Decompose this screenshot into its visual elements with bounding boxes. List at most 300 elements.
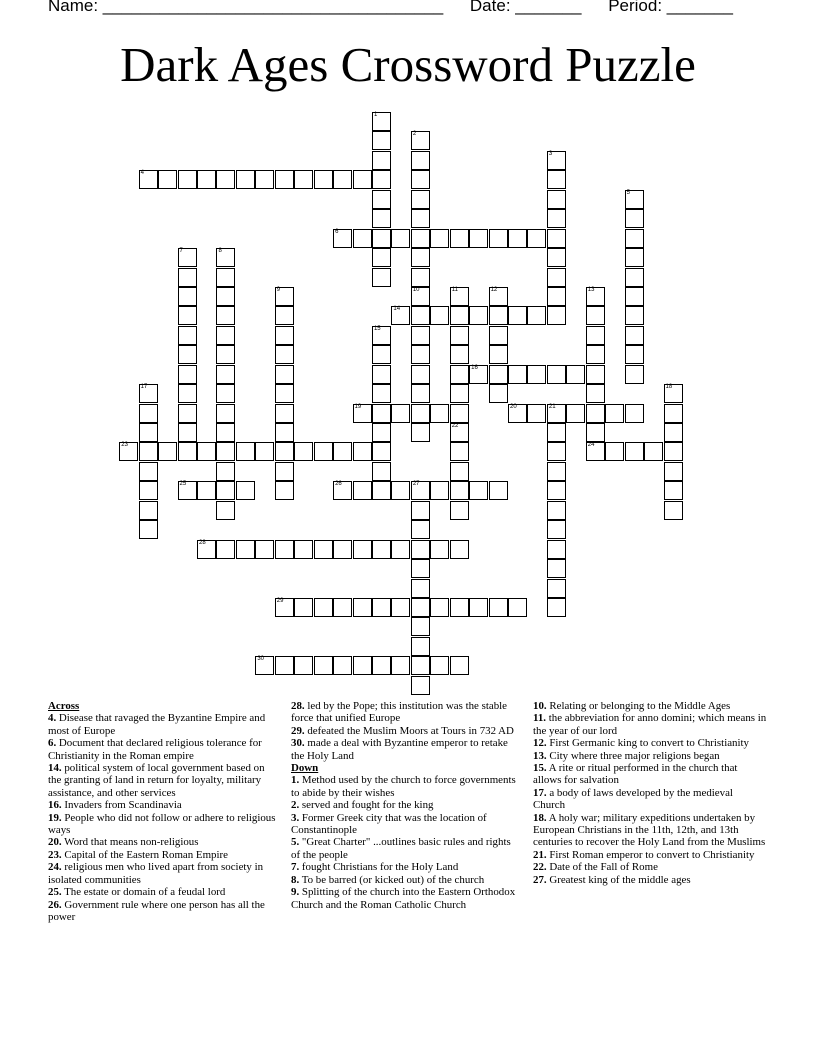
grid-cell[interactable] [372,656,391,675]
grid-cell[interactable] [469,306,488,325]
grid-cell[interactable] [178,384,197,403]
grid-cell[interactable] [411,326,430,345]
grid-cell[interactable] [411,170,430,189]
grid-cell[interactable] [391,306,410,325]
grid-cell[interactable] [508,404,527,423]
grid-cell[interactable] [353,229,372,248]
grid-cell[interactable] [450,326,469,345]
grid-cell[interactable] [508,229,527,248]
grid-cell[interactable] [547,229,566,248]
grid-cell[interactable] [469,229,488,248]
clue-text: "Great Charter" ...outlines basic rules and rights of the people [291,836,511,861]
clue-number: 13 [587,286,595,293]
grid-cell[interactable] [411,131,430,150]
grid-cell[interactable] [255,540,274,559]
grid-cell[interactable] [353,442,372,461]
clue-number: 21 [548,403,556,410]
grid-cell[interactable] [391,540,410,559]
clue-text: a body of laws developed by the medieval Church [533,786,733,812]
clue-num: 26. [48,898,62,911]
grid-cell[interactable] [216,170,235,189]
grid-cell[interactable] [372,190,391,209]
grid-cell[interactable] [469,481,488,500]
grid-cell[interactable] [625,442,644,461]
grid-cell[interactable] [275,442,294,461]
grid-cell[interactable] [216,481,235,500]
grid-cell[interactable] [411,637,430,656]
grid-cell[interactable] [489,326,508,345]
grid-cell[interactable] [372,442,391,461]
grid-cell[interactable] [216,501,235,520]
grid-cell[interactable] [216,404,235,423]
grid-cell[interactable] [314,442,333,461]
grid-cell[interactable] [664,462,683,481]
grid-cell[interactable] [625,229,644,248]
clue-number: 9 [276,286,281,293]
grid-cell[interactable] [586,384,605,403]
clue-text: Greatest king of the middle ages [549,873,691,886]
grid-cell[interactable] [411,190,430,209]
grid-cell[interactable] [353,170,372,189]
down-clue [291,874,519,886]
grid-cell[interactable] [139,462,158,481]
grid-cell[interactable] [216,365,235,384]
down-clue [291,861,519,873]
grid-cell[interactable] [294,170,313,189]
grid-cell[interactable] [372,384,391,403]
across-clue [291,737,519,762]
period-field[interactable]: Period: _______ [608,0,733,15]
grid-cell[interactable] [353,540,372,559]
grid-cell[interactable] [625,326,644,345]
grid-cell[interactable] [372,209,391,228]
grid-cell[interactable] [566,365,585,384]
grid-cell[interactable] [255,656,274,675]
grid-cell[interactable] [508,306,527,325]
grid-cell[interactable] [236,481,255,500]
grid-cell[interactable] [547,190,566,209]
grid-cell[interactable] [372,131,391,150]
grid-cell[interactable] [372,481,391,500]
grid-cell[interactable] [527,229,546,248]
grid-cell[interactable] [275,656,294,675]
grid-cell[interactable] [314,170,333,189]
clue-num: 21. [533,848,547,861]
grid-cell[interactable] [489,287,508,306]
grid-cell[interactable] [139,384,158,403]
grid-cell[interactable] [294,656,313,675]
grid-cell[interactable] [547,248,566,267]
grid-cell[interactable] [664,481,683,500]
grid-cell[interactable] [430,229,449,248]
grid-cell[interactable] [450,306,469,325]
grid-cell[interactable] [450,442,469,461]
grid-cell[interactable] [664,442,683,461]
grid-cell[interactable] [139,423,158,442]
grid-cell[interactable] [216,462,235,481]
across-clue [48,861,280,886]
grid-cell[interactable] [411,268,430,287]
grid-cell[interactable] [372,423,391,442]
grid-cell[interactable] [372,540,391,559]
grid-cell[interactable] [216,345,235,364]
grid-cell[interactable] [430,306,449,325]
grid-cell[interactable] [314,656,333,675]
grid-cell[interactable] [586,404,605,423]
clue-num: 19. [48,811,62,824]
grid-cell[interactable] [411,287,430,306]
grid-cell[interactable] [625,365,644,384]
grid-cell[interactable] [372,462,391,481]
grid-cell[interactable] [178,423,197,442]
grid-cell[interactable] [372,326,391,345]
grid-cell[interactable] [586,345,605,364]
grid-cell[interactable] [139,442,158,461]
clue-number: 29 [276,598,284,604]
grid-cell[interactable] [450,656,469,675]
grid-cell[interactable] [489,229,508,248]
grid-cell[interactable] [527,306,546,325]
grid-cell[interactable] [197,481,216,500]
grid-cell[interactable] [178,170,197,189]
grid-cell[interactable] [275,598,294,617]
grid-cell[interactable] [216,384,235,403]
grid-cell[interactable] [527,404,546,423]
grid-cell[interactable] [411,345,430,364]
grid-cell[interactable] [255,442,274,461]
grid-cell[interactable] [216,306,235,325]
grid-cell[interactable] [489,384,508,403]
grid-cell[interactable] [664,501,683,520]
grid-cell[interactable] [527,365,546,384]
grid-cell[interactable] [216,287,235,306]
grid-cell[interactable] [450,287,469,306]
grid-cell[interactable] [411,209,430,228]
page-title: Dark Ages Crossword Puzzle [120,37,696,92]
grid-cell[interactable] [469,365,488,384]
clue-num: 1. [291,774,300,787]
grid-cell[interactable] [372,345,391,364]
grid-cell[interactable] [411,151,430,170]
grid-cell[interactable] [178,365,197,384]
grid-cell[interactable] [625,268,644,287]
grid-cell[interactable] [333,481,352,500]
clue-number: 23 [121,442,128,449]
grid-cell[interactable] [275,384,294,403]
clue-number: 10 [412,286,420,293]
grid-cell[interactable] [314,598,333,617]
grid-cell[interactable] [411,501,430,520]
down-clue [291,812,519,837]
clue-text: Word that means non-religious [64,836,199,849]
grid-cell[interactable] [411,229,430,248]
grid-cell[interactable] [450,229,469,248]
grid-cell[interactable] [216,442,235,461]
grid-cell[interactable] [489,306,508,325]
grid-cell[interactable] [314,540,333,559]
grid-cell[interactable] [372,170,391,189]
clue-number: 11 [451,286,458,293]
grid-cell[interactable] [255,170,274,189]
grid-cell[interactable] [178,248,197,267]
down-clue [533,812,767,849]
down-clue [533,787,767,812]
grid-cell[interactable] [178,306,197,325]
grid-cell[interactable] [625,345,644,364]
grid-cell[interactable] [625,306,644,325]
grid-cell[interactable] [547,559,566,578]
date-field[interactable]: Date: _______ [469,0,582,15]
grid-cell[interactable] [411,306,430,325]
grid-cell[interactable] [430,540,449,559]
grid-cell[interactable] [275,404,294,423]
grid-cell[interactable] [216,248,235,267]
grid-cell[interactable] [411,248,430,267]
grid-cell[interactable] [353,656,372,675]
grid-cell[interactable] [586,423,605,442]
down-clue [291,886,519,911]
grid-cell[interactable] [139,170,158,189]
grid-cell[interactable] [236,442,255,461]
grid-cell[interactable] [547,423,566,442]
clue-num: 24. [48,861,62,874]
grid-cell[interactable] [372,112,391,131]
grid-cell[interactable] [275,287,294,306]
grid-cell[interactable] [139,481,158,500]
grid-cell[interactable] [372,365,391,384]
grid-cell[interactable] [275,540,294,559]
grid-cell[interactable] [275,365,294,384]
grid-cell[interactable] [547,404,566,423]
grid-cell[interactable] [625,248,644,267]
grid-cell[interactable] [333,656,352,675]
grid-cell[interactable] [197,170,216,189]
grid-cell[interactable] [275,306,294,325]
grid-cell[interactable] [372,598,391,617]
grid-cell[interactable] [178,268,197,287]
grid-cell[interactable] [236,170,255,189]
clue-num: 27. [533,873,547,886]
grid-cell[interactable] [469,598,488,617]
grid-cell[interactable] [158,170,177,189]
grid-cell[interactable] [489,598,508,617]
grid-cell[interactable] [586,306,605,325]
grid-cell[interactable] [450,345,469,364]
across-clue [291,700,519,725]
grid-cell[interactable] [275,326,294,345]
clue-number: 12 [490,286,498,293]
grid-cell[interactable] [411,598,430,617]
grid-cell[interactable] [605,404,624,423]
grid-cell[interactable] [547,170,566,189]
grid-cell[interactable] [547,540,566,559]
grid-cell[interactable] [547,209,566,228]
grid-cell[interactable] [625,287,644,306]
grid-cell[interactable] [411,481,430,500]
clue-num: 18. [533,811,547,824]
grid-cell[interactable] [372,151,391,170]
grid-cell[interactable] [625,190,644,209]
grid-cell[interactable] [547,481,566,500]
grid-cell[interactable] [547,287,566,306]
clue-text: made a deal with Byzantine emperor to retake the Holy Land [291,737,508,762]
grid-cell[interactable] [372,404,391,423]
grid-cell[interactable] [178,345,197,364]
grid-cell[interactable] [625,404,644,423]
grid-cell[interactable] [139,520,158,539]
grid-cell[interactable] [275,481,294,500]
clue-number: 8 [218,248,222,255]
clues-column-1 [48,700,280,923]
grid-cell[interactable] [450,423,469,442]
grid-cell[interactable] [197,442,216,461]
grid-cell[interactable] [644,442,663,461]
grid-cell[interactable] [508,365,527,384]
grid-cell[interactable] [216,423,235,442]
grid-cell[interactable] [119,442,138,461]
grid-cell[interactable] [353,481,372,500]
grid-cell[interactable] [197,540,216,559]
clue-number: 15 [373,325,381,332]
clue-number: 30 [257,656,264,663]
grid-cell[interactable] [411,540,430,559]
grid-cell[interactable] [391,229,410,248]
clue-text: Splitting of the church into the Eastern Orthodox Church and the Roman Catholic Church [291,886,516,911]
grid-cell[interactable] [275,423,294,442]
grid-cell[interactable] [664,404,683,423]
grid-cell[interactable] [411,676,430,695]
clue-num: 9. [291,886,300,899]
grid-cell[interactable] [216,326,235,345]
grid-cell[interactable] [450,404,469,423]
grid-cell[interactable] [547,579,566,598]
grid-cell[interactable] [216,268,235,287]
grid-cell[interactable] [547,462,566,481]
grid-cell[interactable] [586,442,605,461]
grid-cell[interactable] [275,170,294,189]
clues-column-3 [533,700,767,886]
clue-num: 13. [533,749,547,762]
grid-cell[interactable] [411,365,430,384]
grid-cell[interactable] [333,540,352,559]
grid-cell[interactable] [411,404,430,423]
grid-cell[interactable] [430,598,449,617]
grid-cell[interactable] [566,404,585,423]
grid-cell[interactable] [333,442,352,461]
grid-cell[interactable] [158,442,177,461]
grid-cell[interactable] [605,442,624,461]
grid-cell[interactable] [139,501,158,520]
grid-cell[interactable] [275,462,294,481]
grid-cell[interactable] [547,598,566,617]
grid-cell[interactable] [353,404,372,423]
grid-cell[interactable] [508,598,527,617]
grid-cell[interactable] [216,540,235,559]
grid-cell[interactable] [430,404,449,423]
grid-cell[interactable] [547,268,566,287]
grid-cell[interactable] [294,442,313,461]
grid-cell[interactable] [391,656,410,675]
grid-cell[interactable] [450,540,469,559]
grid-cell[interactable] [333,170,352,189]
grid-cell[interactable] [547,365,566,384]
grid-cell[interactable] [333,229,352,248]
grid-cell[interactable] [275,345,294,364]
down-heading: Down [291,762,319,775]
clue-number: 16 [471,364,478,371]
grid-cell[interactable] [178,287,197,306]
grid-cell[interactable] [450,384,469,403]
clue-number: 17 [140,384,148,391]
name-field[interactable]: Name: ____________________________________ [48,0,444,15]
down-clue [533,861,767,873]
grid-cell[interactable] [236,540,255,559]
grid-cell[interactable] [411,520,430,539]
clue-num: 8. [291,873,300,886]
grid-cell[interactable] [489,365,508,384]
grid-cell[interactable] [372,248,391,267]
grid-cell[interactable] [411,559,430,578]
grid-cell[interactable] [586,326,605,345]
grid-cell[interactable] [450,365,469,384]
grid-cell[interactable] [411,384,430,403]
grid-cell[interactable] [450,481,469,500]
grid-cell[interactable] [547,151,566,170]
grid-cell[interactable] [178,326,197,345]
grid-cell[interactable] [586,287,605,306]
grid-cell[interactable] [411,617,430,636]
grid-cell[interactable] [547,442,566,461]
down-clue [533,700,767,712]
grid-cell[interactable] [178,404,197,423]
grid-cell[interactable] [411,656,430,675]
grid-cell[interactable] [430,656,449,675]
grid-cell[interactable] [178,442,197,461]
grid-cell[interactable] [547,520,566,539]
grid-cell[interactable] [372,229,391,248]
grid-cell[interactable] [372,268,391,287]
grid-cell[interactable] [294,540,313,559]
grid-cell[interactable] [450,462,469,481]
grid-cell[interactable] [430,481,449,500]
grid-cell[interactable] [353,598,372,617]
grid-cell[interactable] [489,345,508,364]
grid-cell[interactable] [450,598,469,617]
grid-cell[interactable] [391,481,410,500]
grid-cell[interactable] [391,404,410,423]
grid-cell[interactable] [411,579,430,598]
grid-cell[interactable] [391,598,410,617]
clue-text: served and fought for the king [301,799,434,812]
grid-cell[interactable] [664,423,683,442]
grid-cell[interactable] [547,306,566,325]
grid-cell[interactable] [450,501,469,520]
grid-cell[interactable] [411,423,430,442]
grid-cell[interactable] [664,384,683,403]
clue-text: First Roman emperor to convert to Christianity [549,848,755,861]
grid-cell[interactable] [333,598,352,617]
grid-cell[interactable] [294,598,313,617]
clue-text: To be barred (or kicked out) of the church [301,873,485,886]
grid-cell[interactable] [489,481,508,500]
grid-cell[interactable] [547,501,566,520]
grid-cell[interactable] [139,404,158,423]
clue-text: Government rule where one person has all the power [48,898,265,923]
clue-num: 3. [291,811,300,824]
grid-cell[interactable] [586,365,605,384]
grid-cell[interactable] [625,209,644,228]
grid-cell[interactable] [178,481,197,500]
